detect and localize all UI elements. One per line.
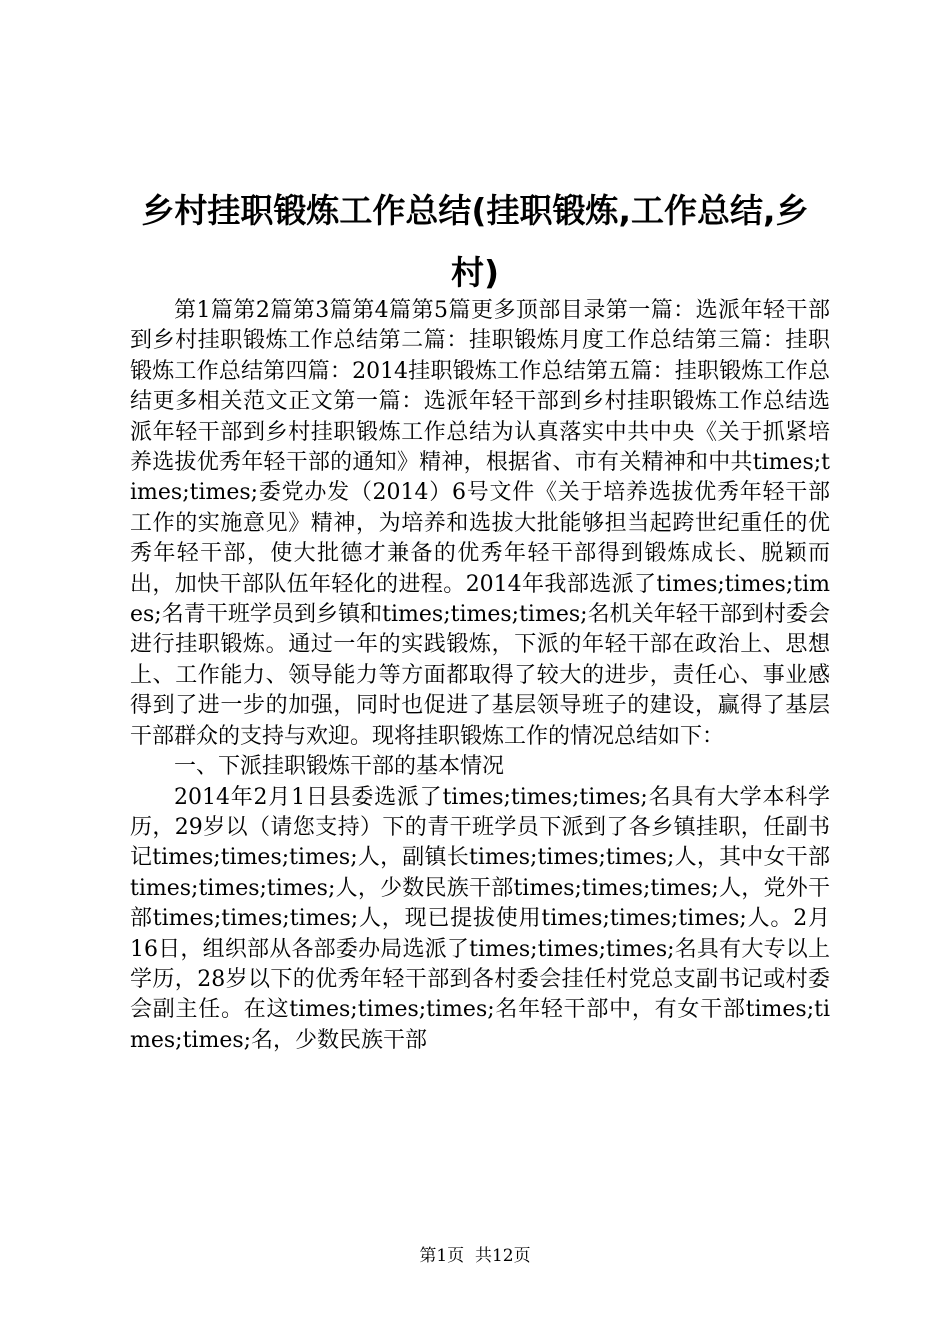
paragraph-2: 2014年2月1日县委选派了times;times;times;名具有大学本科学历，29岁以（请您支持）下的青干班学员下派到了各乡镇挂职，任副书记times;times;times;人，副镇长times;times;times;人，其中女干部times;times;times;人，少数民族干部times;times;times;人，党外干部times;times;times;人，现已提拔使用times;times;times;人。2月16日，组织部从各部委办局选派了times;times;times;名具有大专以上学历，28岁以下的优秀年轻干部到各村委会挂任村党总支副书记或村委会副主任。在这times;times;times;名年轻干部中，有女干部times;times;times;名，少数民族干部 xyxy=(130,784,830,1053)
document-title: 乡村挂职锻炼工作总结(挂职锻炼,工作总结,乡村) xyxy=(141,191,809,292)
section-heading: 一、下派挂职锻炼干部的基本情况 xyxy=(174,754,505,780)
page-number: 第1页 共12页 xyxy=(419,1246,531,1266)
document-body xyxy=(130,296,830,1056)
page-footer xyxy=(0,1244,950,1268)
paragraph-1: 第1篇第2篇第3篇第4篇第5篇更多顶部目录第一篇：选派年轻干部到乡村挂职锻炼工作总结第二篇：挂职锻炼月度工作总结第三篇：挂职锻炼工作总结第四篇：2014挂职锻炼工作总结第五篇：挂职锻炼工作总结更多相关范文正文第一篇：选派年轻干部到乡村挂职锻炼工作总结选派年轻干部到乡村挂职锻炼工作总结为认真落实中共中央《关于抓紧培养选拔优秀年轻干部的通知》精神，根据省、市有关精神和中共times;times;times;委党办发（2014）6号文件《关于培养选拔优秀年轻干部工作的实施意见》精神，为培养和选拔大批能够担当起跨世纪重任的优秀年轻干部，使大批德才兼备的优秀年轻干部得到锻炼成长、脱颖而出，加快干部队伍年轻化的进程。2014年我部选派了times;times;times;名青干班学员到乡镇和times;times;times;名机关年轻干部到村委会进行挂职锻炼。通过一年的实践锻炼，下派的年轻干部在政治上、思想上、工作能力、领导能力等方面都取得了较大的进步，责任心、事业感得到了进一步的加强，同时也促进了基层领导班子的建设，赢得了基层干部群众的支持与欢迎。现将挂职锻炼工作的情况总结如下： xyxy=(130,298,830,749)
